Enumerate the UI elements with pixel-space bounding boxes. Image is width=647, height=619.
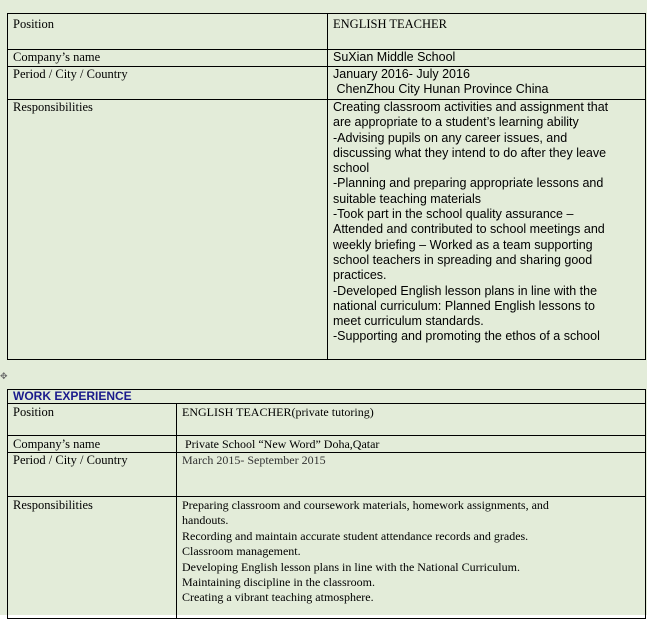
position-row bbox=[8, 14, 646, 50]
position-value: ENGLISH TEACHER(private tutoring) bbox=[177, 404, 646, 436]
responsibility-line: -Took part in the school quality assurance – bbox=[333, 207, 574, 222]
responsibility-line: suitable teaching materials bbox=[333, 191, 481, 206]
company-row bbox=[8, 50, 646, 67]
responsibility-line: Developing English lesson plans in line with the National Curriculum. bbox=[182, 559, 520, 574]
period-cell bbox=[328, 67, 646, 100]
responsibility-line: weekly briefing – Worked as a team supporting bbox=[333, 237, 593, 252]
responsibilities-label: Responsibilities bbox=[8, 497, 177, 619]
job-table-1 bbox=[7, 13, 646, 360]
company-value: Private School “New Word” Doha,Qatar bbox=[177, 436, 646, 453]
company-row bbox=[8, 436, 646, 453]
location-value: ChenZhou City Hunan Province China bbox=[333, 82, 549, 97]
responsibility-line: Maintaining discipline in the classroom. bbox=[182, 575, 375, 590]
responsibility-line: -Planning and preparing appropriate lessons and bbox=[333, 176, 604, 191]
responsibility-line: -Supporting and promoting the ethos of a school bbox=[333, 329, 600, 344]
position-value: ENGLISH TEACHER bbox=[328, 14, 646, 50]
responsibility-line: school bbox=[333, 161, 370, 176]
period-label: Period / City / Country bbox=[8, 67, 328, 100]
responsibility-line: are appropriate to a student’s learning ability bbox=[333, 115, 579, 130]
responsibility-line: Attended and contributed to school meetings and bbox=[333, 222, 605, 237]
position-label: Position bbox=[8, 14, 328, 50]
responsibilities-row bbox=[8, 497, 646, 619]
responsibility-line: handouts. bbox=[182, 513, 229, 528]
responsibility-line: practices. bbox=[333, 268, 387, 283]
period-row bbox=[8, 67, 646, 100]
period-value: January 2016- July 2016 bbox=[333, 67, 470, 81]
responsibility-line: discussing what they intend to do after they leave bbox=[333, 145, 607, 160]
responsibility-line: Recording and maintain accurate student attendance records and grades. bbox=[182, 528, 529, 543]
position-row bbox=[8, 404, 646, 436]
company-label: Company’s name bbox=[8, 50, 328, 67]
responsibility-line: meet curriculum standards. bbox=[333, 314, 484, 329]
table-move-handle-icon[interactable]: ✥ bbox=[0, 372, 8, 382]
responsibility-line: school teachers in spreading and sharing good bbox=[333, 252, 593, 267]
responsibilities-row bbox=[8, 100, 646, 360]
period-label: Period / City / Country bbox=[8, 453, 177, 497]
company-label: Company’s name bbox=[8, 436, 177, 453]
section-header-row bbox=[8, 390, 646, 404]
responsibility-line: Preparing classroom and coursework materials, homework assignments, and bbox=[182, 498, 549, 512]
responsibility-line: Creating a vibrant teaching atmosphere. bbox=[182, 590, 374, 605]
responsibilities-list bbox=[177, 497, 646, 619]
position-label: Position bbox=[8, 404, 177, 436]
period-value: March 2015- September 2015 bbox=[177, 453, 646, 497]
job-table-2 bbox=[7, 389, 646, 619]
responsibility-line: -Advising pupils on any career issues, and bbox=[333, 130, 568, 145]
responsibility-line: Classroom management. bbox=[182, 544, 301, 559]
responsibilities-list bbox=[328, 100, 646, 360]
responsibility-line: -Developed English lesson plans in line with the bbox=[333, 283, 598, 298]
responsibility-line: Creating classroom activities and assignment that bbox=[333, 100, 609, 114]
section-title: WORK EXPERIENCE bbox=[8, 390, 646, 404]
period-row bbox=[8, 453, 646, 497]
responsibilities-label: Responsibilities bbox=[8, 100, 328, 360]
company-value: SuXian Middle School bbox=[328, 50, 646, 67]
responsibility-line: national curriculum: Planned English lessons to bbox=[333, 298, 595, 313]
